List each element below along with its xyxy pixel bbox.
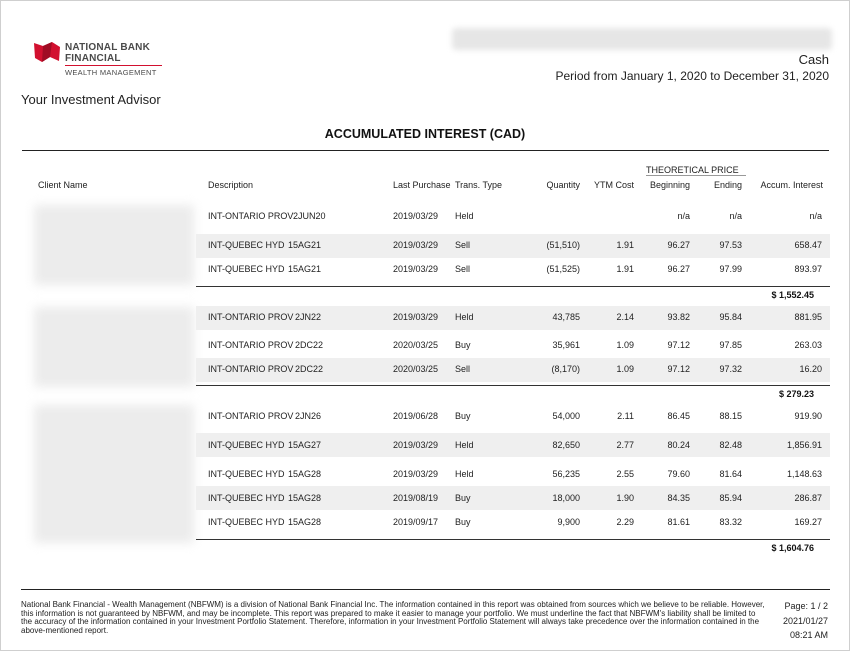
header-divider — [22, 150, 829, 151]
cell-description: INT-ONTARIO PROV — [208, 312, 294, 322]
cell-description: INT-QUEBEC HYD — [208, 493, 285, 503]
report-subtitle: Cash — [798, 52, 829, 67]
cell-quantity: 54,000 — [552, 411, 580, 421]
cell-interest: 169.27 — [794, 517, 822, 527]
cell-ending: n/a — [729, 211, 742, 221]
theoretical-price-divider — [646, 175, 746, 176]
cell-code: 15AG21 — [288, 264, 322, 274]
cell-trans-type: Held — [455, 211, 474, 221]
report-date: 2021/01/27 — [782, 616, 828, 626]
cell-ending: 85.94 — [719, 493, 742, 503]
nbf-star-icon — [33, 41, 61, 63]
cell-ending: 83.32 — [719, 517, 742, 527]
cell-code: 15AG27 — [288, 440, 322, 450]
nbf-logo — [33, 39, 168, 79]
cell-date: 2019/03/29 — [393, 240, 439, 250]
cell-date: 2019/03/29 — [393, 264, 439, 274]
cell-ytm: 2.29 — [616, 517, 634, 527]
cell-ending: 97.53 — [719, 240, 742, 250]
cell-beginning: 81.61 — [667, 517, 690, 527]
col-accum-interest: Accum. Interest — [760, 180, 823, 190]
cell-ytm: 1.09 — [616, 364, 634, 374]
redacted-client-name — [34, 205, 194, 285]
cell-date: 2019/08/19 — [393, 493, 439, 503]
cell-description: INT-QUEBEC HYD — [208, 240, 285, 250]
cell-ending: 88.15 — [719, 411, 742, 421]
cell-code: 15AG28 — [288, 493, 322, 503]
col-beginning: Beginning — [649, 180, 690, 190]
cell-ytm: 2.11 — [617, 411, 634, 421]
cell-ytm: 2.77 — [616, 440, 634, 450]
cell-ending: 81.64 — [719, 469, 742, 479]
redacted-account-info — [452, 28, 832, 50]
cell-beginning: 79.60 — [667, 469, 690, 479]
cell-trans-type: Sell — [455, 264, 471, 274]
subtotal-value: $ 1,552.45 — [771, 290, 814, 300]
col-quantity: Quantity — [546, 180, 580, 190]
cell-beginning: 97.12 — [667, 364, 690, 374]
cell-ending: 97.32 — [719, 364, 742, 374]
subtotal-divider — [196, 539, 830, 540]
cell-ending: 97.99 — [719, 264, 742, 274]
col-ytm-cost: YTM Cost — [593, 180, 634, 190]
cell-quantity: 18,000 — [552, 493, 580, 503]
cell-interest: 919.90 — [794, 411, 822, 421]
redacted-client-name — [34, 307, 194, 387]
cell-interest: 1,856.91 — [786, 440, 822, 450]
cell-quantity: 82,650 — [552, 440, 580, 450]
cell-quantity: (51,510) — [546, 240, 580, 250]
cell-ytm: 1.09 — [616, 340, 634, 350]
cell-code: 15AG28 — [288, 469, 322, 479]
cell-beginning: n/a — [677, 211, 690, 221]
logo-line-2: FINANCIAL — [65, 53, 121, 64]
subtotal-value: $ 1,604.76 — [771, 543, 814, 553]
cell-quantity: 9,900 — [557, 517, 580, 527]
cell-date: 2019/03/29 — [393, 211, 439, 221]
cell-trans-type: Held — [455, 440, 474, 450]
cell-beginning: 84.35 — [667, 493, 690, 503]
footer-divider — [21, 589, 830, 590]
cell-quantity: 56,235 — [552, 469, 580, 479]
cell-trans-type: Buy — [455, 493, 471, 503]
cell-beginning: 96.27 — [667, 240, 690, 250]
logo-line-1: NATIONAL BANK — [65, 42, 151, 53]
cell-code: 15AG28 — [288, 517, 322, 527]
cell-description: INT-ONTARIO PROV — [208, 211, 294, 221]
cell-ending: 97.85 — [719, 340, 742, 350]
cell-date: 2019/03/29 — [393, 469, 439, 479]
cell-trans-type: Buy — [455, 517, 471, 527]
cell-trans-type: Buy — [455, 411, 471, 421]
cell-code: 2JN22 — [295, 312, 322, 322]
cell-interest: n/a — [809, 211, 822, 221]
logo-line-3: WEALTH MANAGEMENT — [65, 68, 157, 77]
logo-divider — [65, 65, 162, 66]
cell-date: 2019/03/29 — [393, 312, 439, 322]
subtotal-divider — [196, 385, 830, 386]
cell-date: 2020/03/25 — [393, 340, 439, 350]
cell-quantity: 43,785 — [552, 312, 580, 322]
cell-trans-type: Sell — [455, 364, 471, 374]
cell-code: 2JUN20 — [293, 211, 326, 221]
cell-interest: 893.97 — [794, 264, 822, 274]
advisor-label: Your Investment Advisor — [21, 92, 161, 107]
cell-code: 15AG21 — [288, 240, 322, 250]
cell-code: 2DC22 — [295, 364, 324, 374]
cell-code: 2DC22 — [295, 340, 324, 350]
report-time: 08:21 AM — [789, 630, 828, 640]
cell-ending: 95.84 — [719, 312, 742, 322]
cell-beginning: 96.27 — [667, 264, 690, 274]
cell-beginning: 97.12 — [667, 340, 690, 350]
cell-description: INT-QUEBEC HYD — [208, 469, 285, 479]
cell-trans-type: Sell — [455, 240, 471, 250]
cell-trans-type: Held — [455, 312, 474, 322]
cell-ytm: 1.90 — [616, 493, 634, 503]
cell-quantity: (51,525) — [546, 264, 580, 274]
redacted-client-name — [34, 405, 194, 543]
cell-code: 2JN26 — [295, 411, 322, 421]
cell-date: 2019/06/28 — [393, 411, 439, 421]
cell-interest: 286.87 — [794, 493, 822, 503]
col-description: Description — [208, 180, 254, 190]
cell-date: 2019/09/17 — [393, 517, 439, 527]
cell-beginning: 86.45 — [667, 411, 690, 421]
cell-description: INT-QUEBEC HYD — [208, 517, 285, 527]
cell-ytm: 2.55 — [616, 469, 634, 479]
col-last-purchase: Last Purchase — [393, 180, 451, 190]
col-ending: Ending — [713, 180, 742, 190]
cell-beginning: 93.82 — [667, 312, 690, 322]
cell-quantity: (8,170) — [551, 364, 580, 374]
report-period: Period from January 1, 2020 to December 31, 2020 — [555, 69, 829, 83]
cell-description: INT-ONTARIO PROV — [208, 340, 294, 350]
cell-description: INT-ONTARIO PROV — [208, 411, 294, 421]
cell-interest: 16.20 — [799, 364, 822, 374]
col-client-name: Client Name — [38, 180, 88, 190]
cell-description: INT-QUEBEC HYD — [208, 264, 285, 274]
cell-interest: 658.47 — [794, 240, 822, 250]
cell-trans-type: Buy — [455, 340, 471, 350]
cell-beginning: 80.24 — [667, 440, 690, 450]
col-trans-type: Trans. Type — [455, 180, 503, 190]
cell-interest: 881.95 — [794, 312, 822, 322]
cell-quantity: 35,961 — [552, 340, 580, 350]
page-number: Page: 1 / 2 — [784, 601, 828, 611]
cell-interest: 1,148.63 — [786, 469, 822, 479]
cell-trans-type: Held — [455, 469, 474, 479]
footer-disclaimer: National Bank Financial - Wealth Management (NBFWM) is a division of National Bank Financial Inc. The information contained in this report was obtained from sources which we believe to be reliable. However, this information is not guaranteed by NBFWM, and may be incomplete. This report was prepared to make it easier to manage your portfolio. We must underline the fact that NBFWM's liability shall be limited to the accuracy of the information contained in your Investment Portfolio Statement. Therefore, information in your Investment Portfolio Statement will always take precedence over the information contained in the above-mentioned report. — [21, 600, 765, 636]
cell-interest: 263.03 — [794, 340, 822, 350]
col-theoretical-price: THEORETICAL PRICE — [646, 165, 739, 175]
cell-date: 2019/03/29 — [393, 440, 439, 450]
cell-date: 2020/03/25 — [393, 364, 439, 374]
cell-ending: 82.48 — [719, 440, 742, 450]
cell-ytm: 1.91 — [616, 240, 634, 250]
cell-ytm: 2.14 — [616, 312, 634, 322]
subtotal-divider — [196, 286, 830, 287]
cell-description: INT-QUEBEC HYD — [208, 440, 285, 450]
report-title: ACCUMULATED INTEREST (CAD) — [324, 127, 526, 141]
subtotal-value: $ 279.23 — [778, 389, 814, 399]
cell-ytm: 1.91 — [616, 264, 634, 274]
cell-description: INT-ONTARIO PROV — [208, 364, 294, 374]
